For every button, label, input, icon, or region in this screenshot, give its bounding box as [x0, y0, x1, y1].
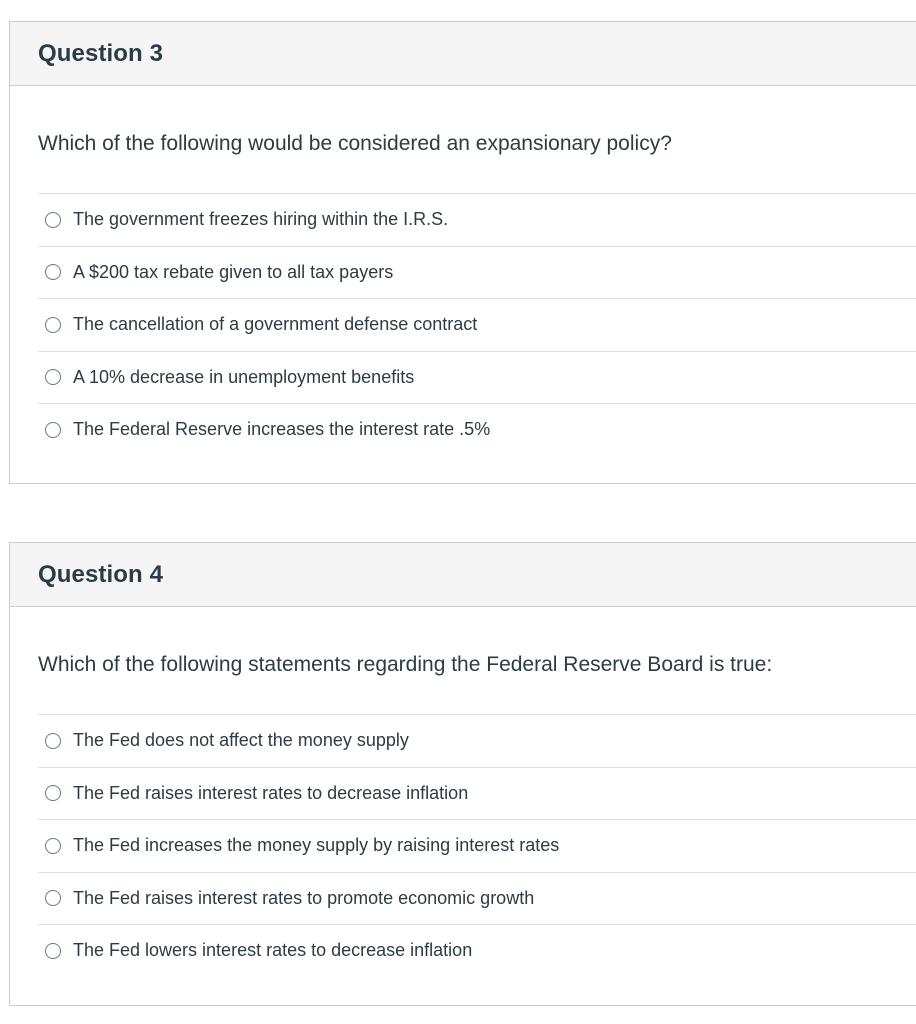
answer-label[interactable]: The Fed raises interest rates to promote economic growth: [73, 887, 535, 908]
answer-list: [38, 193, 916, 456]
radio-button[interactable]: [45, 264, 61, 280]
radio-button[interactable]: [45, 890, 61, 906]
answer-option[interactable]: [38, 819, 916, 872]
question-text: Which of the following statements regarding the Federal Reserve Board is true:: [38, 653, 773, 676]
question-card-3: [9, 21, 916, 484]
radio-button[interactable]: [45, 785, 61, 801]
answer-option[interactable]: [38, 403, 916, 456]
answer-option[interactable]: [38, 351, 916, 404]
question-card-4: [9, 542, 916, 1006]
answer-label[interactable]: The Federal Reserve increases the interest rate .5%: [73, 419, 491, 440]
radio-button[interactable]: [45, 733, 61, 749]
question-title: Question 3: [38, 39, 164, 67]
answer-label[interactable]: The cancellation of a government defense contract: [73, 314, 478, 335]
radio-button[interactable]: [45, 212, 61, 228]
answer-label[interactable]: A $200 tax rebate given to all tax payers: [73, 261, 394, 282]
radio-button[interactable]: [45, 317, 61, 333]
radio-button[interactable]: [45, 943, 61, 959]
answer-option[interactable]: [38, 193, 916, 246]
answer-label[interactable]: A 10% decrease in unemployment benefits: [73, 366, 415, 387]
answer-option[interactable]: [38, 767, 916, 820]
answer-label[interactable]: The Fed increases the money supply by raising interest rates: [73, 835, 560, 856]
radio-button[interactable]: [45, 838, 61, 854]
answer-list: [38, 714, 916, 977]
question-header: [10, 22, 916, 86]
question-text: Which of the following would be considered an expansionary policy?: [38, 132, 672, 155]
answer-label[interactable]: The government freezes hiring within the I.R.S.: [73, 209, 449, 230]
answer-option[interactable]: [38, 298, 916, 351]
answer-option[interactable]: [38, 872, 916, 925]
answer-label[interactable]: The Fed lowers interest rates to decrease inflation: [73, 940, 473, 961]
answer-option[interactable]: [38, 924, 916, 977]
answer-option[interactable]: [38, 246, 916, 299]
answer-label[interactable]: The Fed raises interest rates to decrease inflation: [73, 782, 469, 803]
answer-option[interactable]: [38, 714, 916, 767]
radio-button[interactable]: [45, 369, 61, 385]
question-header: [10, 543, 916, 607]
question-title: Question 4: [38, 560, 164, 588]
answer-label[interactable]: The Fed does not affect the money supply: [73, 730, 409, 751]
radio-button[interactable]: [45, 422, 61, 438]
